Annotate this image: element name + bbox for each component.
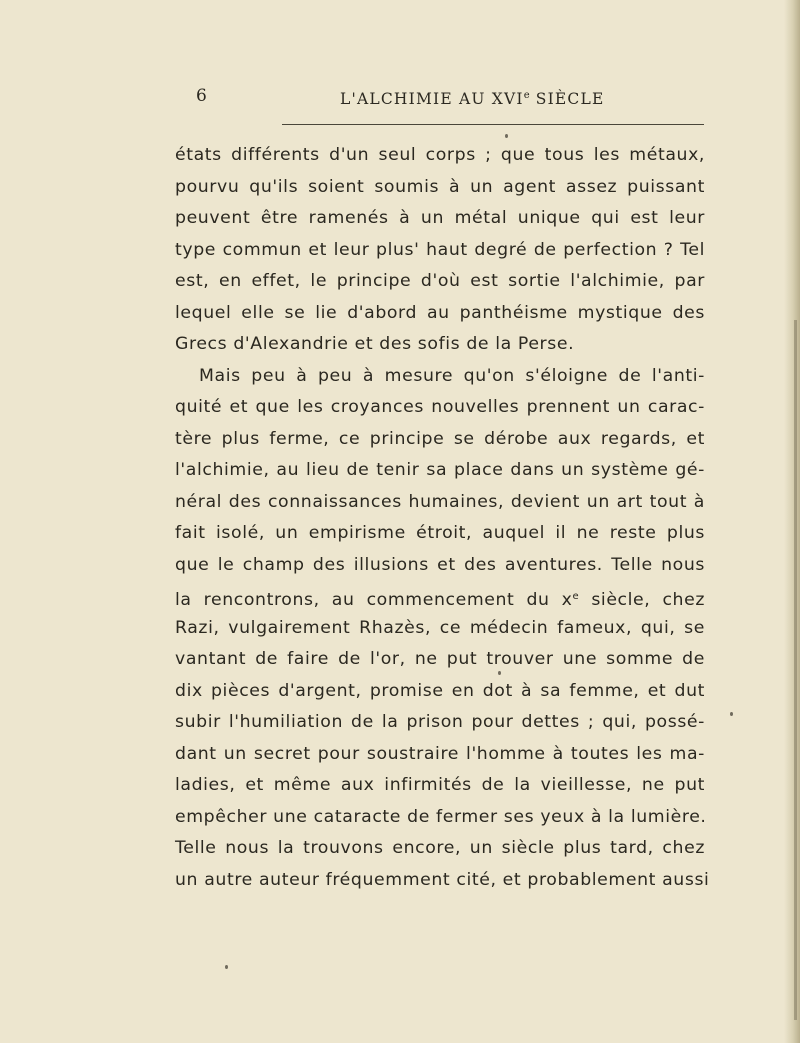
text-line: subir l'humiliation de la prison pour dettes ; qui, possé- [175,712,705,732]
page-header [0,0,800,130]
body-text [175,140,710,896]
text-line: Razi, vulgairement Rhazès, ce médecin fameux, qui, se [175,617,705,638]
print-speck [730,712,733,716]
text-line: néral des connaissances humaines, devient un art tout à [175,491,705,512]
text-line: fait isolé, un empirisme étroit, auquel il ne reste plus [175,523,705,543]
text-line: est, en effet, le principe d'où est sortie l'alchimie, par [175,271,705,291]
text-line: peuvent être ramenés à un métal unique qui est leur [175,208,705,228]
text-line: lequel elle se lie d'abord au panthéisme mystique des [175,302,705,323]
running-head-title: L'ALCHIMIE AU XVI [340,90,524,108]
page-edge-line [794,320,797,1020]
page-number: 6 [196,86,208,106]
text-line: états différents d'un seul corps ; que tous les métaux, [175,145,705,165]
print-speck [498,671,501,675]
text-segment: siècle, chez [579,590,706,610]
text-line: Mais peu à peu à mesure qu'on s'éloigne de l'anti- [199,365,705,386]
text-line: tère plus ferme, ce principe se dérobe aux regards, et [175,428,705,449]
text-line: vantant de faire de l'or, ne put trouver une somme de [175,649,705,669]
running-head-suffix: SIÈCLE [529,90,605,108]
print-speck [225,965,228,969]
text-line: dix pièces d'argent, promise en dot à sa femme, et dut [175,680,705,701]
text-line: Grecs d'Alexandrie et des sofis de la Perse. [175,334,575,354]
text-line: un autre auteur fréquemment cité, et probablement aussi [175,869,710,890]
text-line: pourvu qu'ils soient soumis à un agent assez puissant [175,176,705,197]
text-line: type commun et leur plus' haut degré de perfection ? Tel [175,239,705,260]
running-head [340,90,605,108]
text-line: dant un secret pour soustraire l'homme à toutes les ma- [175,743,705,764]
text-line: ladies, et même aux infirmités de la vieillesse, ne put [175,775,705,795]
text-line-with-superscript [175,581,705,613]
text-segment: la rencontrons, au commencement du x [175,590,573,610]
text-line: quité et que les croyances nouvelles prennent un carac- [175,397,705,417]
text-line: que le champ des illusions et des aventures. Telle nous [175,554,705,575]
page-edge-shadow [784,0,800,1043]
header-rule [282,124,704,125]
superscript: e [572,591,580,602]
text-line: empêcher une cataracte de fermer ses yeux à la lumière. [175,806,707,827]
text-line: l'alchimie, au lieu de tenir sa place dans un système gé- [175,460,705,480]
running-head-superscript: e [523,90,530,101]
text-line: Telle nous la trouvons encore, un siècle plus tard, chez [175,838,705,858]
print-speck [505,134,508,138]
